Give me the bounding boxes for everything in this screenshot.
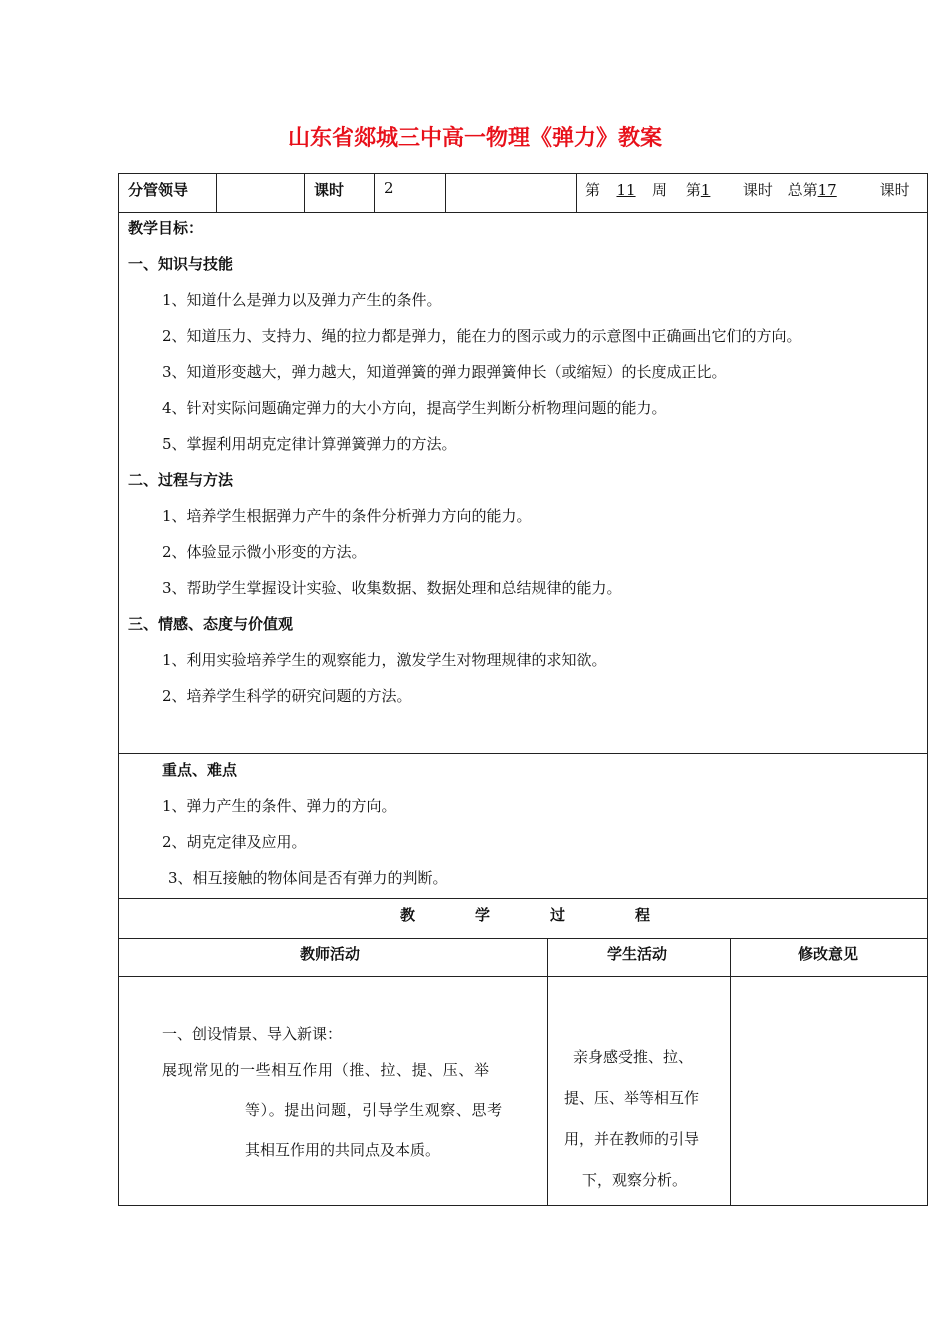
section1-title: 一、知识与技能 [128,255,234,273]
process-heading-char: 学 [475,906,491,924]
table-rule [118,898,928,899]
table-rule [927,173,928,1205]
period-value: 2 [384,179,394,197]
lesson-plan-table [118,173,928,1205]
teacher-activity-line: 展现常见的一些相互作用（推、拉、提、压、举 [162,1061,490,1079]
teacher-activity-line: 等）。提出问题，引导学生观察、思考 [245,1101,503,1119]
table-rule [118,976,928,977]
col-teacher-header: 教师活动 [300,945,361,963]
document-title: 山东省郯城三中高一物理《弹力》教案 [287,126,662,151]
period-label: 课时 [314,181,345,199]
total-suffix: 课时 [879,181,910,199]
key-point-item: 2、胡克定律及应用。 [162,833,307,851]
week-prefix: 第 [585,181,601,199]
section1-item: 1、知道什么是弹力以及弹力产生的条件。 [162,291,442,309]
process-heading-char: 程 [635,906,651,924]
section2-title: 二、过程与方法 [128,471,234,489]
process-heading-char: 过 [550,906,566,924]
week-value: 11 [616,181,636,199]
teacher-activity-line: 一、创设情景、导入新课： [162,1025,343,1043]
student-activity-line: 下，观察分析。 [582,1171,688,1189]
table-rule [118,753,928,754]
section1-item: 2、知道压力、支持力、绳的拉力都是弹力，能在力的图示或力的示意图中正确画出它们的方向。 [162,327,802,345]
process-heading-char: 教 [400,906,416,924]
section1-item: 5、掌握利用胡克定律计算弹簧弹力的方法。 [162,435,457,453]
total-prefix: 总第 [787,181,818,199]
key-points-heading: 重点、难点 [162,761,238,779]
table-rule [730,938,731,1205]
schedule-info [585,179,910,200]
table-rule [118,212,928,213]
leader-label: 分管领导 [128,181,189,199]
table-rule [304,173,305,212]
table-rule [118,938,928,939]
section1-item: 3、知道形变越大，弹力越大，知道弹簧的弹力跟弹簧伸长（或缩短）的长度成正比。 [162,363,727,381]
table-rule [374,173,375,212]
student-activity-line: 亲身感受推、拉、 [573,1048,694,1066]
section2-item: 1、培养学生根据弹力产牛的条件分析弹力方向的能力。 [162,507,532,525]
lesson-value: 1 [700,181,711,199]
table-rule [118,173,119,1205]
key-point-item: 1、弹力产生的条件、弹力的方向。 [162,797,397,815]
col-student-header: 学生活动 [607,945,668,963]
section3-title: 三、情感、态度与价值观 [128,615,294,633]
student-activity-line: 提、压、举等相互作 [564,1089,700,1107]
key-point-item: 3、相互接触的物体间是否有弹力的判断。 [168,869,448,887]
section3-item: 2、培养学生科学的研究问题的方法。 [162,687,412,705]
teacher-activity-line: 其相互作用的共同点及本质。 [245,1141,441,1159]
table-rule [118,173,928,174]
section1-item: 4、针对实际问题确定弹力的大小方向，提高学生判断分析物理问题的能力。 [162,399,667,417]
total-value: 17 [817,181,837,199]
objectives-heading: 教学目标： [128,219,204,237]
table-rule [576,173,577,212]
table-rule [445,173,446,212]
table-rule [216,173,217,212]
lesson-suffix: 课时 [742,181,773,199]
week-suffix: 周 [652,181,668,199]
section2-item: 3、帮助学生掌握设计实验、收集数据、数据处理和总结规律的能力。 [162,579,622,597]
section3-item: 1、利用实验培养学生的观察能力，激发学生对物理规律的求知欲。 [162,651,607,669]
lesson-prefix: 第 [685,181,701,199]
col-notes-header: 修改意见 [798,945,859,963]
student-activity-line: 用，并在教师的引导 [564,1130,700,1148]
section2-item: 2、体验显示微小形变的方法。 [162,543,367,561]
table-rule [118,1205,928,1206]
table-rule [547,938,548,1205]
